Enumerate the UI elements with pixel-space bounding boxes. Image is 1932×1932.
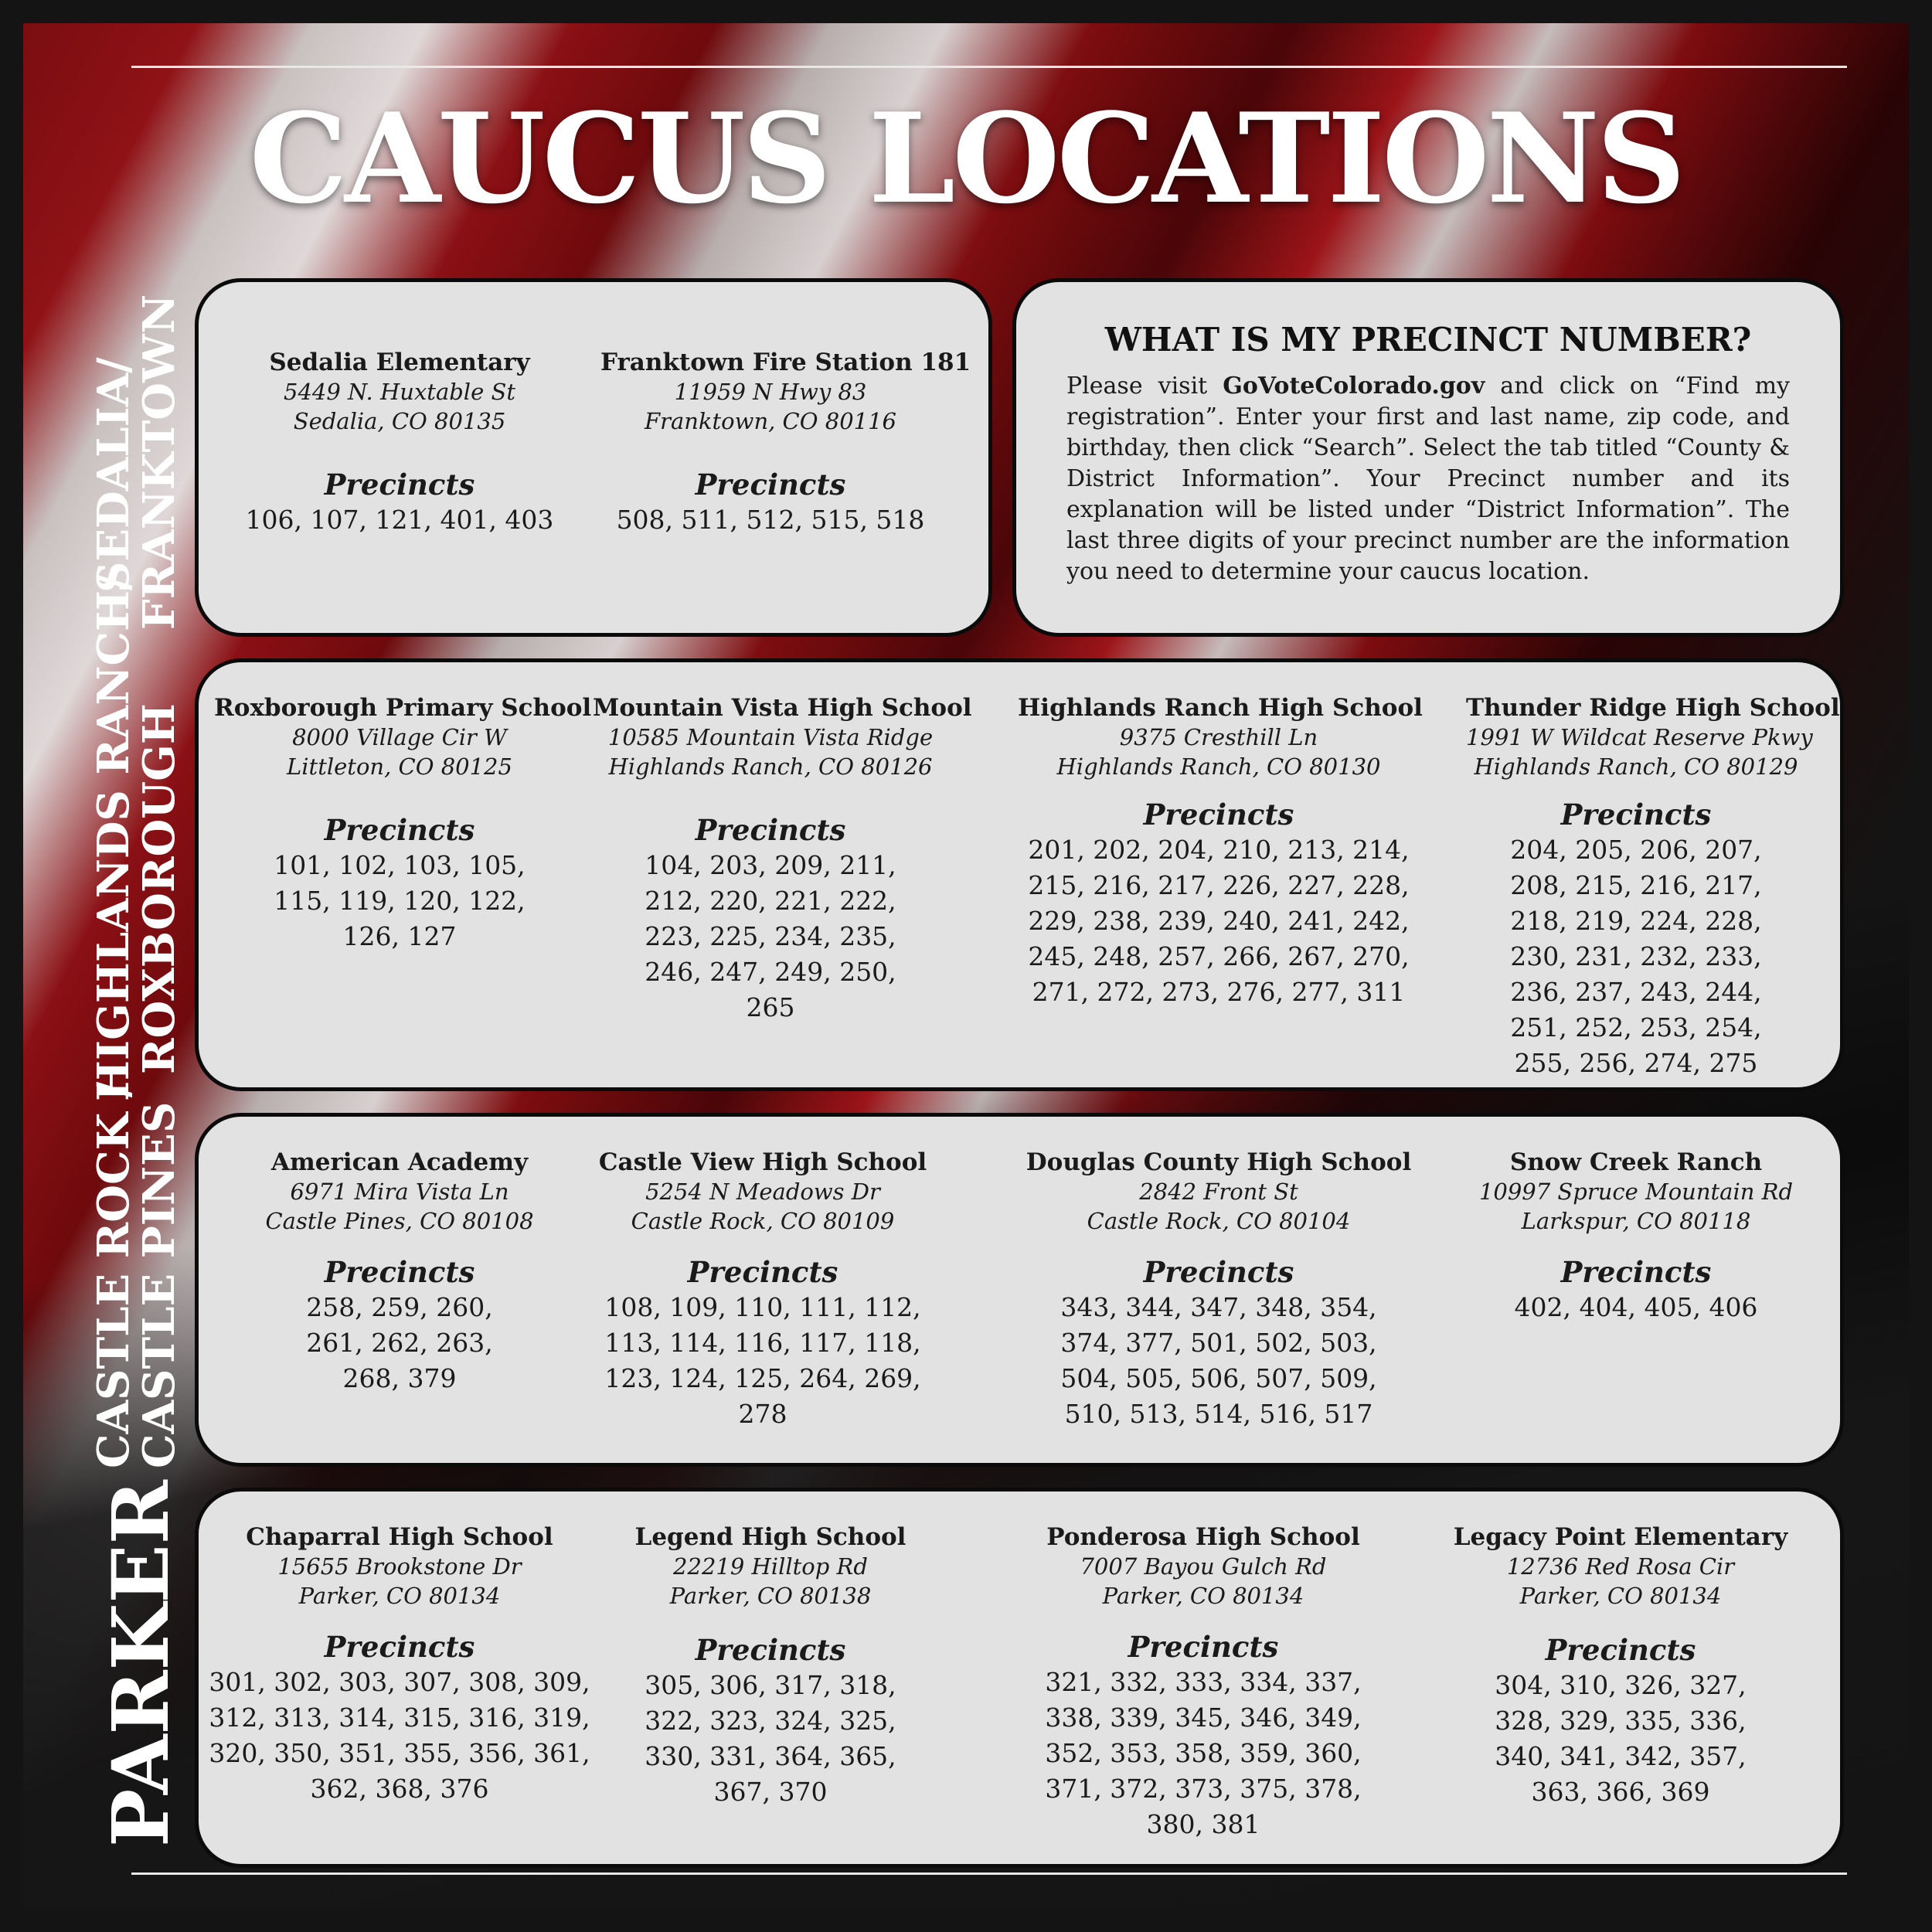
precincts-label: Precincts <box>324 1630 475 1664</box>
location-street: 6971 Mira Vista Ln <box>290 1179 509 1205</box>
location-name: Franktown Fire Station 181 <box>600 349 971 376</box>
location-city: Sedalia, CO 80135 <box>293 408 506 434</box>
location-mountain-vista <box>593 693 972 1026</box>
precinct-list: 402, 404, 405, 406 <box>1514 1292 1758 1322</box>
precinct-list: 204, 205, 206, 207, 208, 215, 216, 217, 218, 219, 224, 228, 230, 231, 232, 233, 236, 237, 243, 244, 251, 252, 253, 254, 255, 256, 274, 275 <box>1510 835 1762 1078</box>
precinct-list: 304, 310, 326, 327, 328, 329, 335, 336, 340, 341, 342, 357, 363, 366, 369 <box>1495 1670 1747 1807</box>
location-name: Roxborough Primary School <box>214 694 592 722</box>
location-street: 1991 W Wildcat Reserve Pkwy <box>1466 724 1813 750</box>
location-street: 2842 Front St <box>1139 1179 1298 1205</box>
precincts-label: Precincts <box>1143 798 1294 832</box>
location-name: American Academy <box>270 1148 529 1176</box>
location-city: Castle Rock, CO 80104 <box>1087 1208 1351 1234</box>
location-city: Parker, CO 80134 <box>1519 1583 1722 1609</box>
precincts-label: Precincts <box>687 1255 838 1289</box>
precinct-list: 301, 302, 303, 307, 308, 309, 312, 313, 314, 315, 316, 319, 320, 350, 351, 355, 356, 361, 362, 368, 376 <box>209 1667 590 1804</box>
location-name: Legacy Point Elementary <box>1453 1523 1788 1551</box>
precincts-label: Precincts <box>324 813 475 847</box>
location-name: Snow Creek Ranch <box>1509 1148 1763 1176</box>
precincts-label: Precincts <box>324 1255 475 1289</box>
panel-castle-rock <box>195 1113 1844 1467</box>
location-legacy-point <box>1451 1522 1791 1810</box>
location-street: 8000 Village Cir W <box>292 724 507 750</box>
precinct-list: 258, 259, 260, 261, 262, 263, 268, 379 <box>306 1292 493 1393</box>
location-street: 9375 Cresthill Ln <box>1119 724 1318 750</box>
precinct-list: 343, 344, 347, 348, 354, 374, 377, 501, 502, 503, 504, 505, 506, 507, 509, 510, 513, 514, 516, 517 <box>1060 1292 1377 1429</box>
location-snow-creek-ranch <box>1466 1148 1806 1325</box>
location-street: 15655 Brookstone Dr <box>277 1553 522 1580</box>
location-roxborough-primary <box>214 693 592 954</box>
precincts-label: Precincts <box>1560 798 1712 832</box>
location-thunder-ridge <box>1466 693 1840 1081</box>
location-street: 10997 Spruce Mountain Rd <box>1478 1179 1794 1205</box>
info-text-start: Please visit <box>1066 372 1223 400</box>
poster <box>23 23 1909 1909</box>
location-street: 22219 Hilltop Rd <box>673 1553 868 1580</box>
location-city: Parker, CO 80134 <box>1102 1583 1304 1609</box>
precincts-label: Precincts <box>324 468 475 502</box>
location-franktown-fire-station <box>600 348 971 538</box>
region-label-sedalia: SEDALIA/ FRANKTOWN <box>88 294 185 630</box>
info-text-rest: and click on “Find my registration”. Enter your first and last name, zip code, and birthday, then click “Search”. Select the tab titled “County & District Information”. Your Precinct number and its explanation will be listed under “District Information”. The last three digits of your precinct number are the information you need to determine your caucus location. <box>1066 372 1790 585</box>
location-street: 7007 Bayou Gulch Rd <box>1080 1553 1327 1580</box>
precincts-label: Precincts <box>695 468 846 502</box>
info-heading: WHAT IS MY PRECINCT NUMBER? <box>1104 321 1752 359</box>
region-label-highlands: HIGHLANDS RANCH/ ROXBOROUGH <box>88 574 185 1101</box>
location-city: Highlands Ranch, CO 80126 <box>608 753 933 780</box>
location-city: Littleton, CO 80125 <box>287 753 512 780</box>
location-city: Castle Rock, CO 80109 <box>631 1208 895 1234</box>
precinct-list: 305, 306, 317, 318, 322, 323, 324, 325, 330, 331, 364, 365, 367, 370 <box>645 1670 896 1807</box>
location-american-academy <box>214 1148 585 1396</box>
bottom-rule <box>131 1872 1847 1875</box>
location-name: Legend High School <box>634 1523 906 1551</box>
location-douglas-county-high <box>1018 1148 1420 1432</box>
location-city: Franktown, CO 80116 <box>644 408 896 434</box>
location-name: Sedalia Elementary <box>269 349 530 376</box>
location-city: Highlands Ranch, CO 80129 <box>1474 753 1798 780</box>
top-rule <box>131 66 1847 68</box>
govotecolorado-link[interactable]: GoVoteColorado.gov <box>1223 372 1485 400</box>
precincts-label: Precincts <box>1560 1255 1712 1289</box>
panel-highlands-ranch <box>195 658 1844 1091</box>
precinct-list: 321, 332, 333, 334, 337, 338, 339, 345, 346, 349, 352, 353, 358, 359, 360, 371, 372, 373, 375, 378, 380, 381 <box>1045 1667 1362 1839</box>
panel-precinct-info <box>1012 278 1844 637</box>
precinct-list: 101, 102, 103, 105, 115, 119, 120, 122, 126, 127 <box>274 850 526 951</box>
precincts-label: Precincts <box>695 1633 846 1667</box>
precinct-list: 104, 203, 209, 211, 212, 220, 221, 222, 223, 225, 234, 235, 246, 247, 249, 250, 265 <box>645 850 896 1022</box>
location-chaparral-high <box>206 1522 593 1807</box>
location-street: 11959 N Hwy 83 <box>674 379 867 405</box>
location-castle-view <box>593 1148 933 1432</box>
location-highlands-ranch-high <box>1018 693 1423 1010</box>
precinct-list: 201, 202, 204, 210, 213, 214, 215, 216, 217, 226, 227, 228, 229, 238, 239, 240, 241, 242, 245, 248, 257, 266, 267, 270, 271, 272, 273, 276, 277, 311 <box>1028 835 1410 1007</box>
precinct-list: 508, 511, 512, 515, 518 <box>616 505 925 535</box>
location-name: Highlands Ranch High School <box>1018 694 1423 722</box>
location-street: 10585 Mountain Vista Ridge <box>607 724 934 750</box>
location-street: 5449 N. Huxtable St <box>284 379 515 405</box>
location-name: Chaparral High School <box>246 1523 553 1551</box>
location-street: 5254 N Meadows Dr <box>645 1179 880 1205</box>
precinct-list: 106, 107, 121, 401, 403 <box>245 505 554 535</box>
location-name: Castle View High School <box>598 1148 927 1176</box>
precincts-label: Precincts <box>695 813 846 847</box>
info-body <box>1066 371 1790 587</box>
region-label-castle: CASTLE ROCK / CASTLE PINES <box>88 1081 185 1468</box>
location-street: 12736 Red Rosa Cir <box>1506 1553 1735 1580</box>
location-name: Mountain Vista High School <box>593 694 972 722</box>
location-sedalia-elementary <box>230 348 570 538</box>
region-label-parker: PARKER <box>95 1480 186 1847</box>
location-city: Parker, CO 80138 <box>669 1583 872 1609</box>
location-city: Castle Pines, CO 80108 <box>265 1208 534 1234</box>
precinct-list: 108, 109, 110, 111, 112, 113, 114, 116, 117, 118, 123, 124, 125, 264, 269, 278 <box>604 1292 921 1429</box>
panel-parker <box>195 1488 1844 1868</box>
location-city: Parker, CO 80134 <box>298 1583 501 1609</box>
precincts-label: Precincts <box>1545 1633 1696 1667</box>
precincts-label: Precincts <box>1128 1630 1279 1664</box>
location-ponderosa-high <box>1002 1522 1404 1842</box>
location-name: Thunder Ridge High School <box>1466 694 1840 722</box>
panel-sedalia <box>195 278 992 637</box>
precincts-label: Precincts <box>1143 1255 1294 1289</box>
location-legend-high <box>593 1522 948 1810</box>
location-city: Larkspur, CO 80118 <box>1521 1208 1751 1234</box>
location-name: Douglas County High School <box>1026 1148 1412 1176</box>
location-city: Highlands Ranch, CO 80130 <box>1056 753 1381 780</box>
page-title: CAUCUS LOCATIONS <box>249 86 1683 231</box>
location-name: Ponderosa High School <box>1046 1523 1360 1551</box>
